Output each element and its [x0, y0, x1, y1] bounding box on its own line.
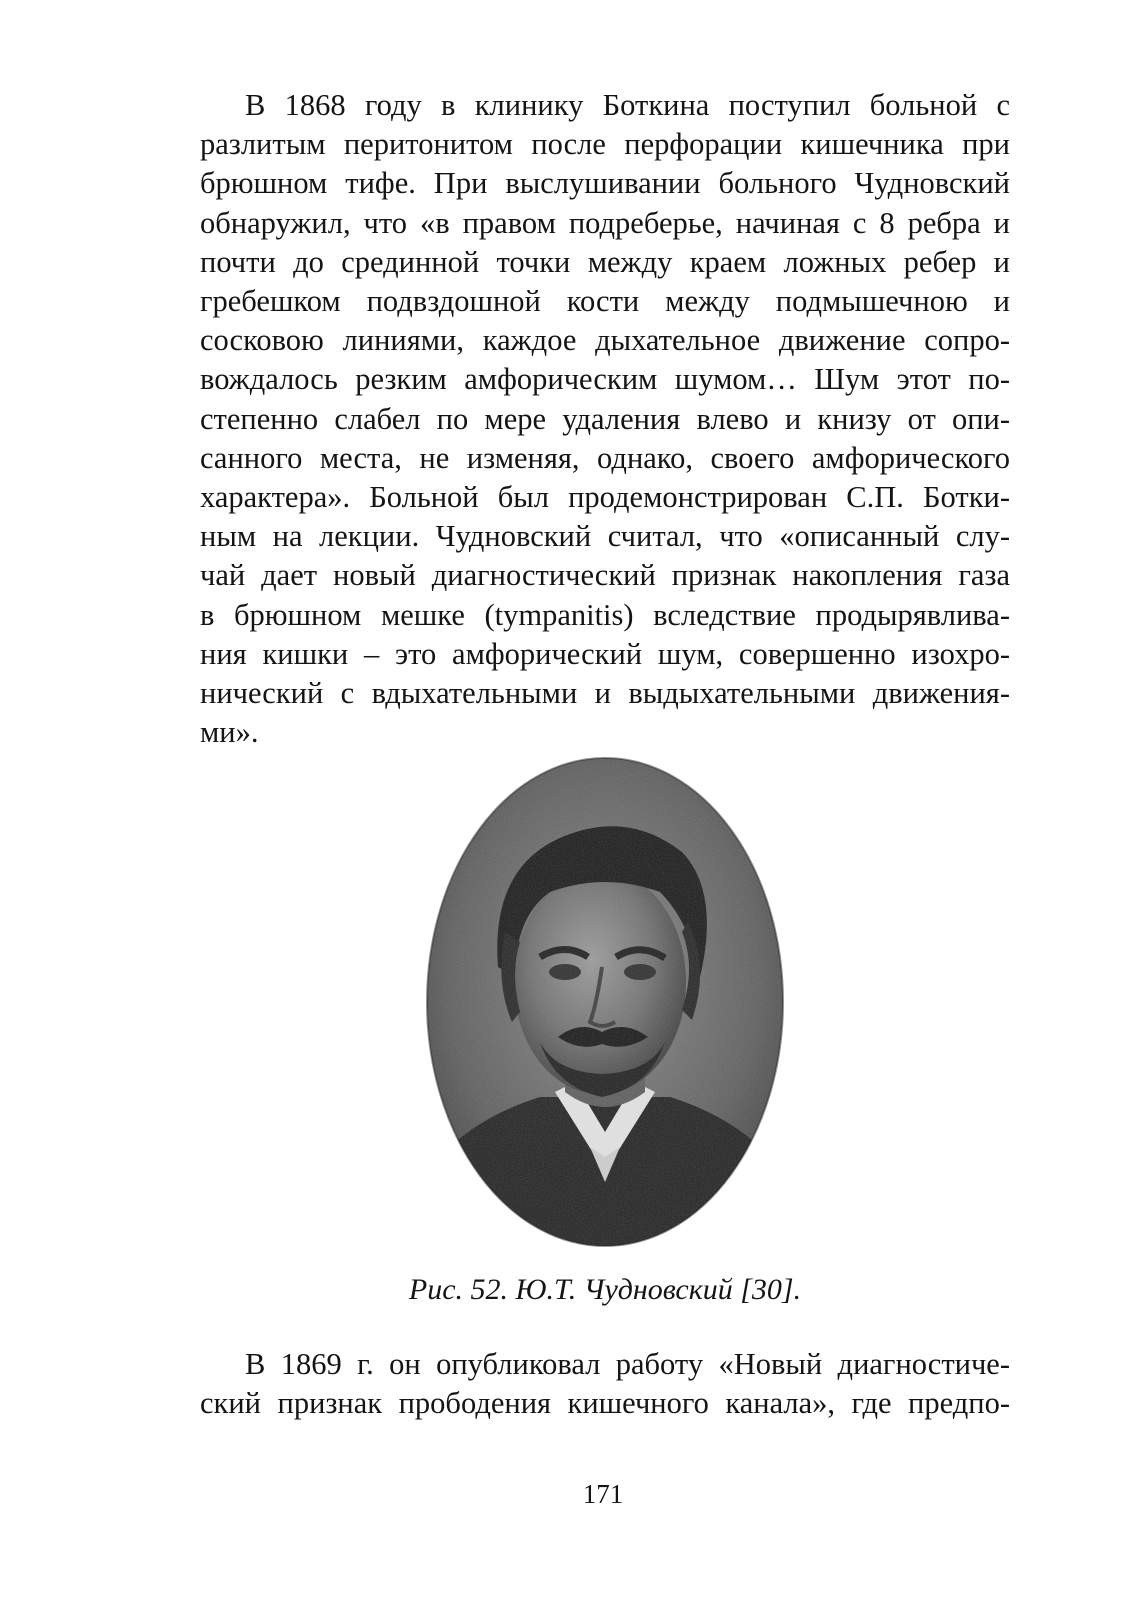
- text-line: сосковою линиями, каждое дыхательное движение сопро-: [200, 323, 1010, 358]
- text-line: ния кишки – это амфорический шум, совершенно изохро-: [200, 636, 1010, 671]
- text-line: характера». Больной был продемонстрирован С.П. Ботки-: [200, 480, 1010, 515]
- text-line: санного места, не изменяя, однако, своего амфорического: [200, 440, 1010, 475]
- portrait-photo: [420, 752, 790, 1252]
- text-line: ский признак прободения кишечного канала», где предпо-: [200, 1386, 1010, 1421]
- figure-caption: Рис. 52. Ю.Т. Чудновский [30].: [408, 1273, 802, 1306]
- text-line: обнаружил, что «в правом подреберье, начиная с 8 ребра и: [200, 205, 1010, 240]
- text-line: степенно слабел по мере удаления влево и книзу от опи-: [200, 401, 1010, 436]
- paragraph-1: [200, 86, 1010, 752]
- text-line: чай дает новый диагностический признак накопления газа: [200, 558, 1010, 593]
- text-line: в брюшном мешке (tympanitis) вследствие продырявлива-: [200, 597, 1010, 632]
- page-number: 171: [582, 1479, 624, 1509]
- paragraph-2: [200, 1345, 1010, 1423]
- text-line: В 1868 году в клинику Боткина поступил больной с: [245, 88, 1010, 122]
- text-line: гребешком подвздошной кости между подмышечною и: [200, 284, 1010, 319]
- text-line: нический с вдыхательными и выдыхательными движения-: [200, 676, 1010, 711]
- text-line: В 1869 г. он опубликовал работу «Новый диагностиче-: [245, 1347, 1010, 1381]
- text-line: брюшном тифе. При выслушивании больного Чудновский: [200, 166, 1010, 201]
- text-line: ми».: [200, 715, 259, 750]
- portrait-image: [420, 752, 790, 1252]
- text-line: ным на лекции. Чудновский считал, что «описанный слу-: [200, 519, 1010, 554]
- text-line: разлитым перитонитом после перфорации кишечника при: [200, 127, 1010, 162]
- text-line: почти до срединной точки между краем ложных ребер и: [200, 244, 1010, 279]
- text-line: вождалось резким амфорическим шумом… Шум этот по-: [200, 362, 1010, 397]
